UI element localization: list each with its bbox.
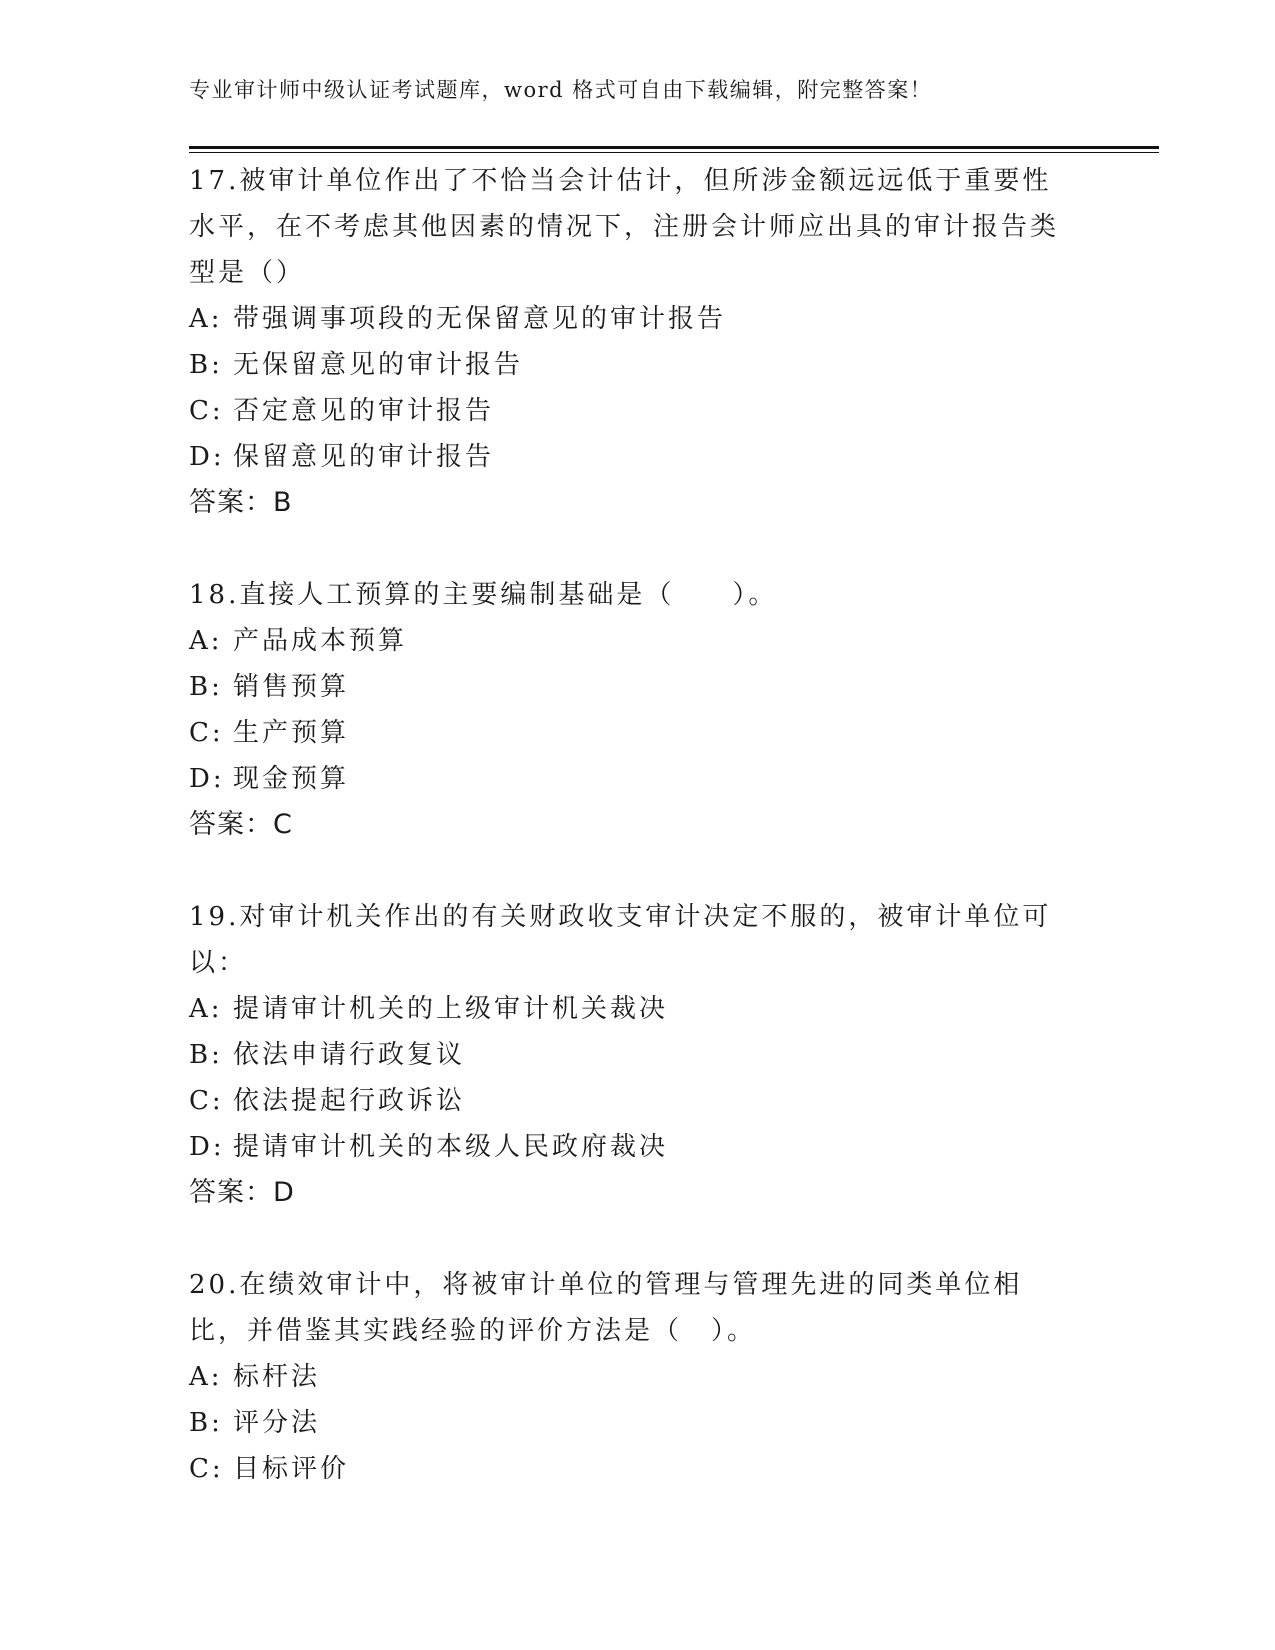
option-c	[189, 710, 1079, 756]
document-header: 专业审计师中级认证考试题库，word 格式可自由下载编辑，附完整答案！	[189, 78, 933, 102]
question-18	[189, 572, 1079, 848]
question-stem: 18.直接人工预算的主要编制基础是（ ）。	[189, 580, 778, 610]
option-letter: A:	[189, 626, 223, 656]
option-letter: B:	[189, 1040, 223, 1070]
option-text: 销售预算	[233, 672, 350, 702]
header-rule-thick	[189, 146, 1159, 149]
option-letter: B:	[189, 1408, 223, 1438]
option-text: 生产预算	[233, 718, 350, 748]
option-letter: C:	[189, 1454, 224, 1484]
option-text: 带强调事项段的无保留意见的审计报告	[233, 304, 727, 334]
question-19	[189, 894, 1079, 1216]
option-a	[189, 986, 1079, 1032]
option-text: 提请审计机关的本级人民政府裁决	[233, 1132, 669, 1162]
option-letter: A:	[189, 304, 223, 334]
option-text: 依法申请行政复议	[233, 1040, 466, 1070]
option-text: 无保留意见的审计报告	[233, 350, 524, 380]
option-text: 目标评价	[233, 1454, 350, 1484]
question-stem: 19.对审计机关作出的有关财政收支审计决定不服的，被审计单位可以：	[189, 902, 1052, 978]
answer-line: 答案：D	[189, 1177, 295, 1208]
option-text: 依法提起行政诉讼	[233, 1086, 466, 1116]
option-c	[189, 388, 1079, 434]
option-a	[189, 296, 1079, 342]
answer-line: 答案：C	[189, 809, 293, 840]
option-d	[189, 434, 1079, 480]
option-a	[189, 618, 1079, 664]
option-text: 评分法	[233, 1408, 321, 1438]
option-a	[189, 1354, 1079, 1400]
question-stem: 20.在绩效审计中，将被审计单位的管理与管理先进的同类单位相比，并借鉴其实践经验的评价方法是（ ）。	[189, 1270, 1023, 1346]
option-text: 标杆法	[233, 1362, 321, 1392]
option-letter: C:	[189, 1086, 224, 1116]
option-letter: A:	[189, 1362, 223, 1392]
question-20	[189, 1262, 1079, 1492]
option-d	[189, 756, 1079, 802]
option-c	[189, 1446, 1079, 1492]
option-letter: D:	[189, 442, 225, 472]
option-text: 现金预算	[233, 764, 350, 794]
option-letter: A:	[189, 994, 223, 1024]
answer-line: 答案：B	[189, 487, 293, 518]
option-letter: B:	[189, 672, 223, 702]
option-letter: C:	[189, 396, 224, 426]
option-b	[189, 1400, 1079, 1446]
question-list	[189, 158, 1079, 1492]
option-text: 提请审计机关的上级审计机关裁决	[233, 994, 669, 1024]
question-17	[189, 158, 1079, 526]
option-d	[189, 1124, 1079, 1170]
header-rule-thin	[189, 152, 1159, 153]
option-letter: D:	[189, 1132, 225, 1162]
option-text: 保留意见的审计报告	[233, 442, 495, 472]
option-letter: C:	[189, 718, 224, 748]
option-b	[189, 1032, 1079, 1078]
option-b	[189, 664, 1079, 710]
option-text: 产品成本预算	[233, 626, 408, 656]
option-text: 否定意见的审计报告	[233, 396, 495, 426]
option-letter: B:	[189, 350, 223, 380]
option-b	[189, 342, 1079, 388]
option-letter: D:	[189, 764, 225, 794]
option-c	[189, 1078, 1079, 1124]
question-stem: 17.被审计单位作出了不恰当会计估计，但所涉金额远远低于重要性水平，在不考虑其他因素的情况下，注册会计师应出具的审计报告类型是（）	[189, 166, 1060, 288]
